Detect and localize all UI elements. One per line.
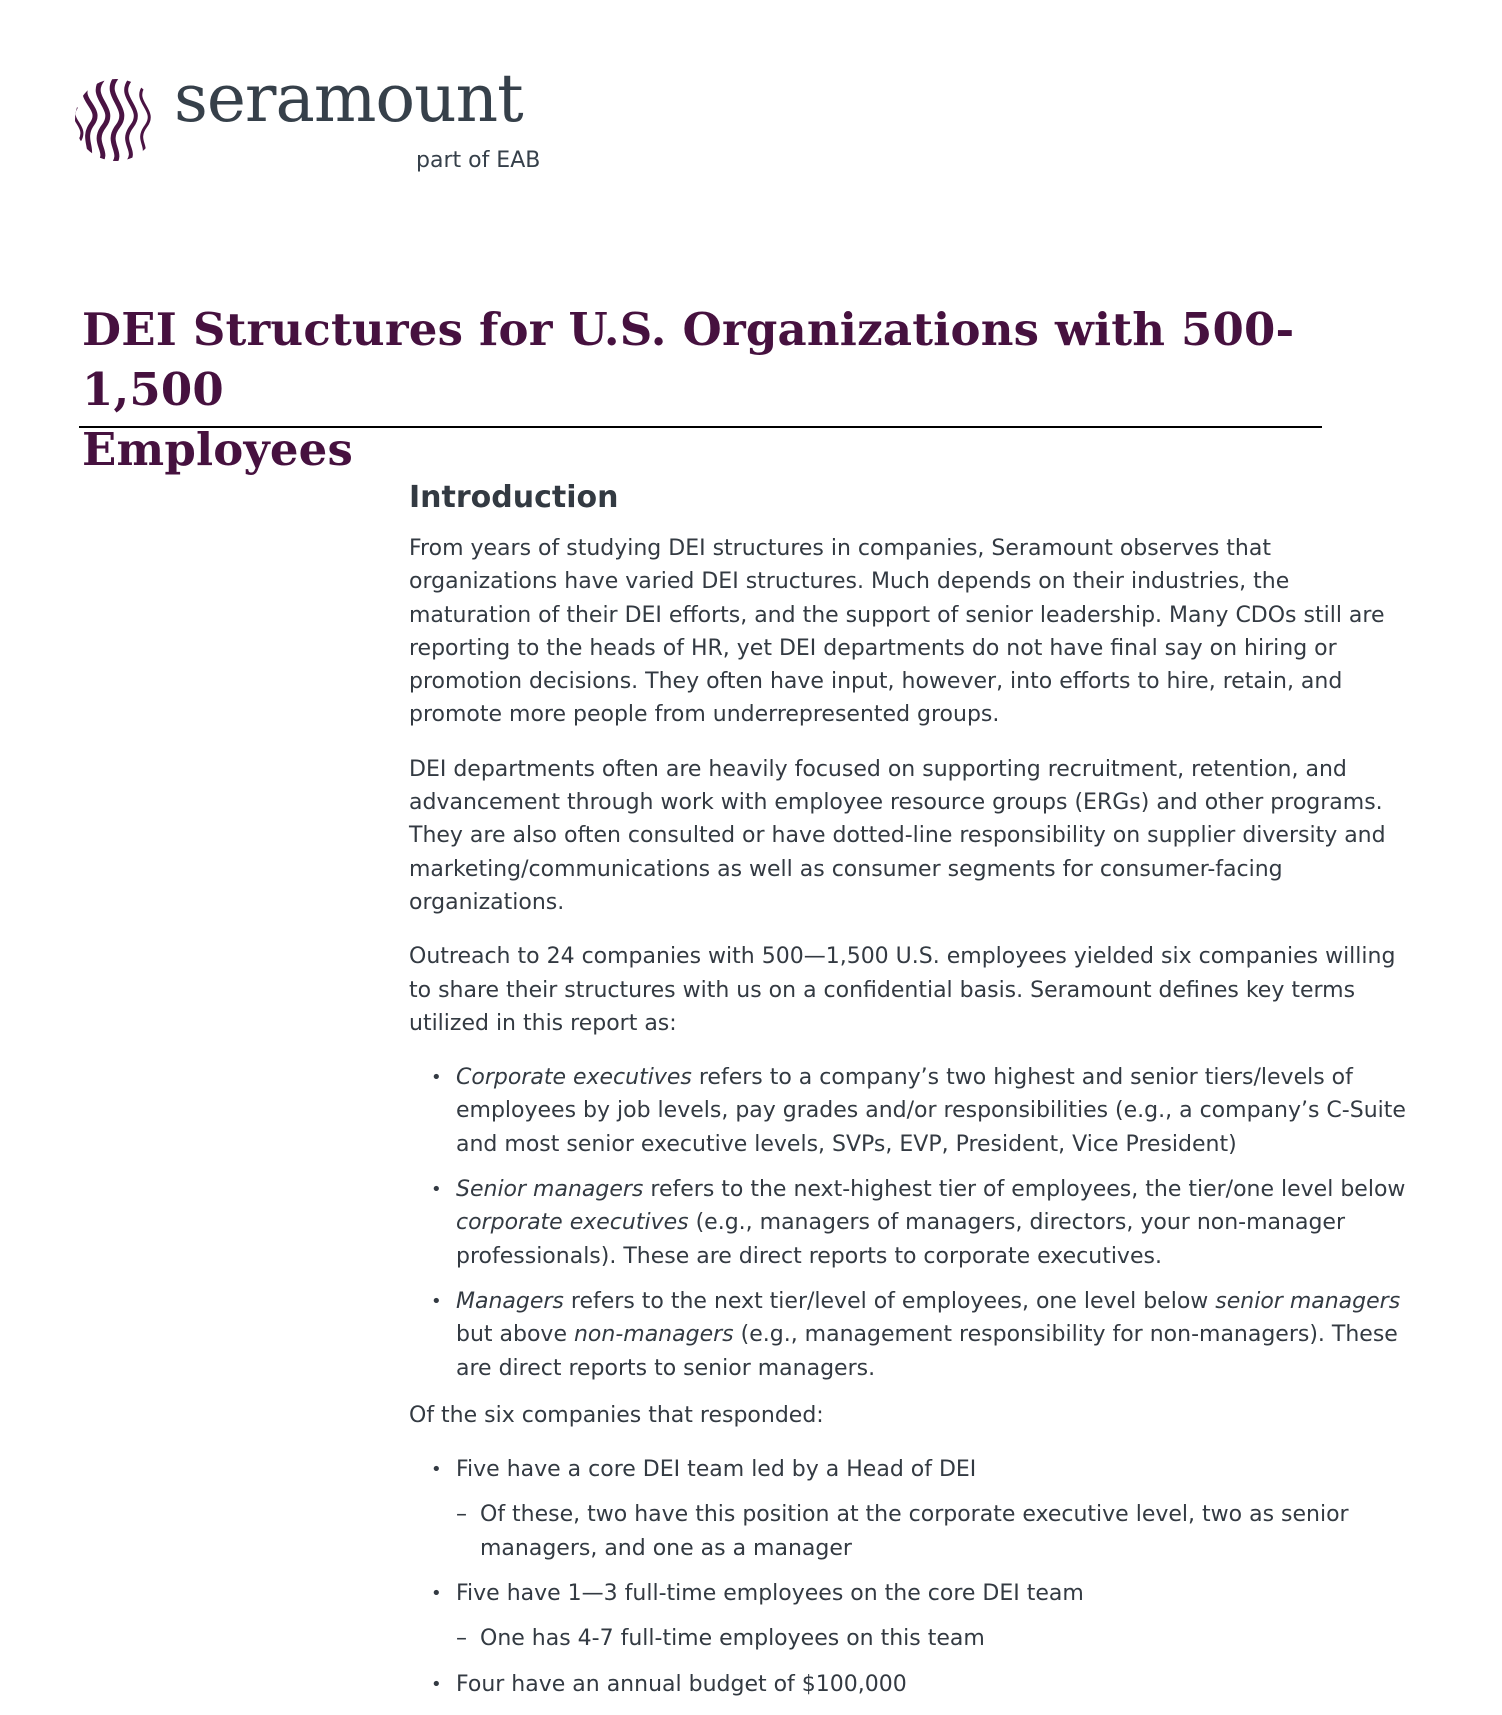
definition-item: • Corporate executives refers to a company’s two highest and senior tiers/levels of employees by job levels, pay grades and/or responsibilities (e.g., a company’s C-Suite and most senior executive levels, SVPs, EVP, President, Vice President) (409, 1061, 1409, 1161)
seramount-logo (74, 60, 554, 186)
seramount-wave-mark-icon (74, 78, 158, 162)
paragraph: DEI departments often are heavily focused on supporting recruitment, retention, and advancement through work with employee resource groups (ERGs) and other programs. They are also often consulted or have dotted-line responsibility on supplier diversity and marketing/communications as well as consumer segments for consumer-facing organizations. (409, 756, 1386, 915)
definitions-list (409, 1061, 1409, 1385)
definition-item: • Managers refers to the next tier/level of employees, one level below senior managers but above non-managers (e.g., management responsibility for non-managers). These are direct reports to senior managers. (409, 1285, 1409, 1385)
title-line-2: Employees (82, 423, 354, 476)
logo-wordmark: seramount (174, 60, 523, 137)
paragraph: Outreach to 24 companies with 500—1,500 U.S. employees yielded six companies willing to share their structures with us on a confidential basis. Seramount defines key terms utilized in this report as: (409, 944, 1396, 1036)
section-heading: Introduction (409, 480, 619, 515)
logo-subtitle: part of EAB (416, 148, 541, 173)
finding-subitem: – One has 4-7 full-time employees on this team (409, 1622, 1409, 1655)
introduction-section (409, 478, 1409, 1715)
title-line-1: DEI Structures for U.S. Organizations with 500-1,500 (82, 303, 1295, 416)
finding-sublist (409, 1498, 1409, 1565)
definition-item: • Senior managers refers to the next-highest tier of employees, the tier/one level below corporate executives (e.g., managers of managers, directors, your non-manager professionals). These are direct reports to corporate executives. (409, 1173, 1409, 1273)
page-title (82, 300, 1342, 480)
finding-item: • Five have 1—3 full-time employees on the core DEI team (409, 1577, 1409, 1610)
definition-term: Corporate executives (456, 1065, 692, 1091)
definition-term: Senior managers (456, 1177, 644, 1203)
finding-item: • Five have a core DEI team led by a Head of DEI (409, 1453, 1409, 1486)
title-divider (79, 426, 1322, 428)
paragraph: From years of studying DEI structures in companies, Seramount observes that organizations have varied DEI structures. Much depends on their industries, the maturation of their DEI efforts, and the support of senior leadership. Many CDOs still are reporting to the heads of HR, yet DEI departments do not have final say on hiring or promotion decisions. They often have input, however, into efforts to hire, retain, and promote more people from underrepresented groups. (409, 536, 1385, 728)
findings-intro: Of the six companies that responded: (409, 1402, 824, 1428)
finding-subitem: – Of these, two have this position at the corporate executive level, two as senior managers, and one as a manager (409, 1498, 1409, 1565)
findings-list (409, 1577, 1409, 1610)
finding-sublist (409, 1622, 1409, 1655)
findings-list (409, 1453, 1409, 1486)
finding-item: • Four have an annual budget of $100,000 (409, 1668, 1409, 1701)
findings-list (409, 1668, 1409, 1701)
definition-term: Managers (456, 1288, 564, 1314)
